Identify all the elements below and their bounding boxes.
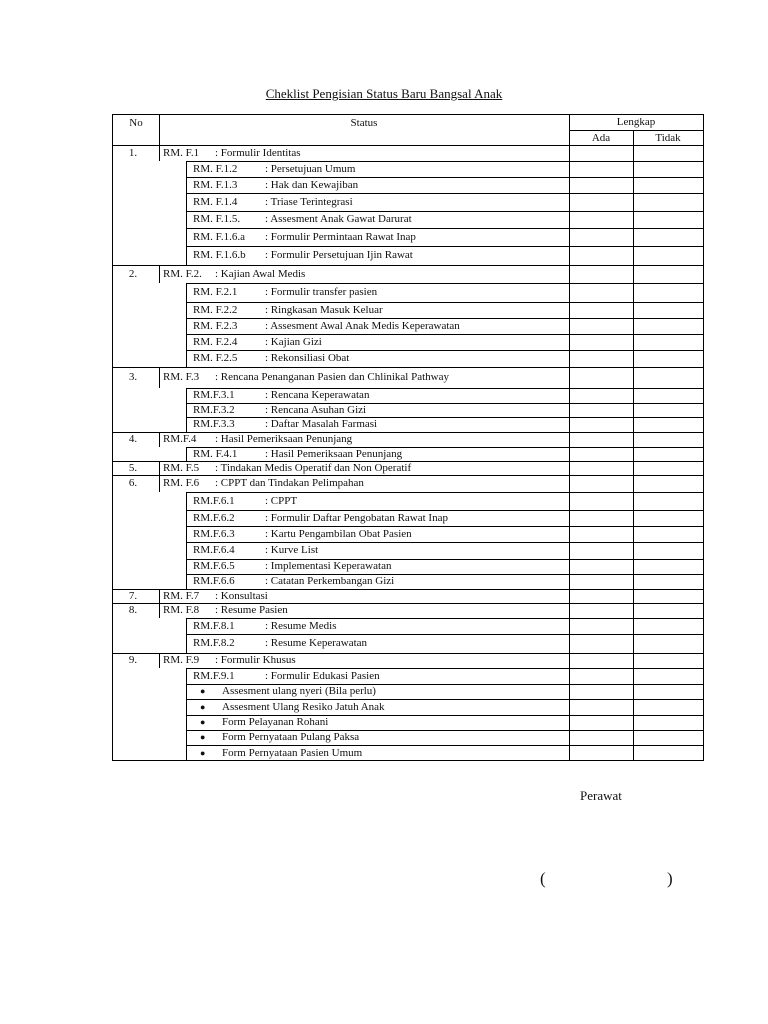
row-code: RM. F.2.5 — [193, 352, 238, 364]
row-label: : CPPT dan Tindakan Pelimpahan — [215, 477, 364, 489]
row-divider — [569, 432, 570, 447]
row-label: : Daftar Masalah Farmasi — [265, 418, 378, 430]
row-divider — [633, 145, 634, 161]
row-divider — [569, 730, 570, 745]
row-divider — [633, 432, 634, 447]
row-label: : Triase Terintegrasi — [265, 196, 353, 208]
signature-open-paren: ( — [540, 869, 546, 888]
row-divider — [186, 559, 187, 574]
row-divider — [186, 634, 187, 653]
row-code: RM. F.1.6.a — [193, 231, 245, 243]
row-code: RM.F.6.6 — [193, 575, 235, 587]
row-line — [186, 618, 703, 619]
row-label: : Konsultasi — [215, 590, 268, 602]
row-no: 1. — [128, 147, 138, 159]
row-label: : Ringkasan Masuk Keluar — [265, 304, 383, 316]
row-line — [113, 653, 703, 654]
row-divider — [633, 318, 634, 334]
row-code: RM.F.6.4 — [193, 544, 235, 556]
row-line — [186, 246, 703, 247]
row-divider — [569, 177, 570, 193]
row-line — [186, 542, 703, 543]
row-divider — [569, 574, 570, 589]
row-code: RM. F.3 — [163, 371, 200, 383]
row-divider — [633, 228, 634, 246]
row-code: RM.F.6.3 — [193, 528, 235, 540]
row-label: : Hak dan Kewajiban — [265, 179, 359, 191]
row-divider — [186, 526, 187, 542]
row-code: RM. F.2.4 — [193, 336, 238, 348]
row-line — [186, 403, 703, 404]
row-divider — [633, 417, 634, 432]
row-divider — [633, 603, 634, 618]
row-code: RM.F.9.1 — [193, 670, 235, 682]
row-line — [186, 510, 703, 511]
row-divider — [569, 161, 570, 177]
row-label: : CPPT — [265, 495, 298, 507]
row-divider — [186, 542, 187, 559]
row-line — [186, 334, 703, 335]
row-divider — [186, 668, 187, 684]
row-divider — [633, 574, 634, 589]
row-divider — [633, 475, 634, 492]
row-label: : Rekonsiliasi Obat — [265, 352, 350, 364]
row-divider — [186, 510, 187, 526]
row-divider — [159, 603, 160, 618]
header-lengkap: Lengkap — [616, 116, 656, 128]
row-divider — [633, 745, 634, 761]
row-label: Form Pernyataan Pulang Paksa — [222, 731, 360, 743]
row-label: Assesment ulang nyeri (Bila perlu) — [222, 685, 376, 697]
row-code: RM.F.8.1 — [193, 620, 235, 632]
row-divider — [159, 475, 160, 492]
row-divider — [633, 283, 634, 302]
row-no: 6. — [128, 477, 138, 489]
row-label: : Formulir Permintaan Rawat Inap — [265, 231, 416, 243]
row-label: : Formulir Edukasi Pasien — [265, 670, 380, 682]
row-divider — [569, 350, 570, 367]
row-divider — [569, 193, 570, 211]
row-divider — [186, 417, 187, 432]
row-line — [186, 177, 703, 178]
row-divider — [633, 715, 634, 730]
row-label: : Formulir Daftar Pengobatan Rawat Inap — [265, 512, 448, 524]
row-divider — [633, 542, 634, 559]
row-label: : Formulir Identitas — [215, 147, 301, 159]
row-line — [186, 302, 703, 303]
row-divider — [569, 211, 570, 228]
row-divider — [633, 492, 634, 510]
row-code: RM. F.1.5. — [193, 213, 241, 225]
row-divider — [569, 715, 570, 730]
row-divider — [569, 542, 570, 559]
row-divider — [569, 653, 570, 668]
row-divider — [186, 715, 187, 730]
row-divider — [569, 668, 570, 684]
row-label: : Kurve List — [265, 544, 319, 556]
row-divider — [633, 334, 634, 350]
row-divider — [633, 526, 634, 542]
header-tidak: Tidak — [655, 132, 681, 144]
row-code: RM. F.7 — [163, 590, 200, 602]
row-divider — [569, 447, 570, 461]
row-line — [186, 526, 703, 527]
row-divider — [633, 177, 634, 193]
row-divider — [186, 177, 187, 193]
bullet-icon: ● — [200, 686, 206, 696]
row-divider — [186, 161, 187, 177]
row-code: RM. F.2.3 — [193, 320, 238, 332]
row-divider — [569, 510, 570, 526]
row-divider — [569, 461, 570, 475]
row-divider — [186, 403, 187, 417]
row-line — [186, 388, 703, 389]
row-divider — [159, 265, 160, 283]
row-divider — [186, 211, 187, 228]
row-code: RM. F.1.6.b — [193, 249, 246, 261]
row-label: : Formulir Persetujuan Ijin Rawat — [265, 249, 413, 261]
row-divider — [569, 699, 570, 715]
row-divider — [569, 589, 570, 603]
document-title: Cheklist Pengisian Status Baru Bangsal Anak — [265, 86, 503, 101]
row-code: RM. F.8 — [163, 604, 200, 616]
row-divider — [633, 265, 634, 283]
row-divider — [569, 634, 570, 653]
bullet-icon: ● — [200, 717, 206, 727]
row-divider — [633, 367, 634, 388]
row-divider — [159, 653, 160, 668]
row-label: : Tindakan Medis Operatif dan Non Operatif — [215, 462, 412, 474]
row-divider — [186, 492, 187, 510]
row-divider — [186, 745, 187, 761]
row-divider — [159, 367, 160, 388]
row-no: 3. — [128, 371, 138, 383]
row-divider — [633, 684, 634, 699]
row-line — [186, 559, 703, 560]
row-line — [113, 432, 703, 433]
row-label: : Formulir transfer pasien — [265, 286, 378, 298]
row-divider — [569, 603, 570, 618]
row-label: : Assesment Anak Gawat Darurat — [265, 213, 412, 225]
row-divider — [569, 367, 570, 388]
row-divider — [633, 403, 634, 417]
row-code: RM. F.5 — [163, 462, 200, 474]
row-divider — [186, 350, 187, 367]
row-divider — [186, 302, 187, 318]
row-divider — [633, 350, 634, 367]
row-label: : Kajian Awal Medis — [215, 268, 306, 280]
row-label: : Resume Keperawatan — [265, 637, 368, 649]
row-divider — [569, 745, 570, 761]
row-line — [186, 574, 703, 575]
row-divider — [186, 618, 187, 634]
row-divider — [186, 246, 187, 265]
row-label: Form Pelayanan Rohani — [222, 716, 329, 728]
row-code: RM. F.9 — [163, 654, 200, 666]
row-label: : Implementasi Keperawatan — [265, 560, 392, 572]
row-line — [186, 193, 703, 194]
row-line — [186, 447, 703, 448]
checklist-table — [112, 114, 704, 761]
row-line — [186, 745, 703, 746]
row-line — [186, 417, 703, 418]
row-label: : Kajian Gizi — [265, 336, 322, 348]
row-label: Form Pernyataan Pasien Umum — [222, 747, 363, 759]
row-line — [186, 350, 703, 351]
row-code: RM.F.3.3 — [193, 418, 235, 430]
row-divider — [569, 417, 570, 432]
row-divider — [186, 684, 187, 699]
row-divider — [633, 730, 634, 745]
row-divider — [569, 492, 570, 510]
header-divider — [633, 130, 634, 145]
row-code: RM. F.1.2 — [193, 163, 238, 175]
row-divider — [633, 161, 634, 177]
row-line — [113, 475, 703, 476]
row-divider — [186, 228, 187, 246]
row-label: : Rencana Keperawatan — [265, 389, 370, 401]
row-divider — [569, 403, 570, 417]
row-label: : Hasil Pemeriksaan Penunjang — [265, 448, 403, 460]
row-divider — [633, 589, 634, 603]
row-label: : Assesment Awal Anak Medis Keperawatan — [265, 320, 460, 332]
row-divider — [569, 318, 570, 334]
row-line — [186, 318, 703, 319]
row-line — [113, 603, 703, 604]
row-line — [113, 589, 703, 590]
header-bottom-line — [113, 145, 703, 146]
row-label: : Rencana Asuhan Gizi — [265, 404, 367, 416]
row-divider — [569, 334, 570, 350]
row-line — [186, 228, 703, 229]
row-divider — [186, 730, 187, 745]
row-divider — [159, 432, 160, 447]
row-divider — [633, 447, 634, 461]
row-divider — [633, 699, 634, 715]
row-divider — [633, 461, 634, 475]
row-code: RM. F.1.3 — [193, 179, 238, 191]
row-line — [186, 161, 703, 162]
row-line — [113, 265, 703, 266]
row-code: RM.F.6.5 — [193, 560, 235, 572]
row-no: 2. — [128, 268, 138, 280]
row-divider — [569, 475, 570, 492]
row-divider — [186, 318, 187, 334]
row-no: 5. — [128, 462, 138, 474]
row-label: : Kartu Pengambilan Obat Pasien — [265, 528, 412, 540]
row-divider — [186, 334, 187, 350]
row-no: 4. — [128, 433, 138, 445]
row-code: RM.F.3.1 — [193, 389, 235, 401]
header-ada: Ada — [591, 132, 611, 144]
row-divider — [569, 228, 570, 246]
row-divider — [186, 699, 187, 715]
bullet-icon: ● — [200, 732, 206, 742]
row-code: RM. F.1 — [163, 147, 200, 159]
row-divider — [569, 302, 570, 318]
row-divider — [569, 526, 570, 542]
row-divider — [633, 302, 634, 318]
row-divider — [633, 211, 634, 228]
row-divider — [186, 574, 187, 589]
row-divider — [569, 246, 570, 265]
header-divider — [159, 115, 160, 145]
header-no: No — [129, 117, 143, 129]
header-divider — [569, 130, 703, 131]
row-no: 9. — [128, 654, 138, 666]
row-divider — [633, 653, 634, 668]
row-label: : Rencana Penanganan Pasien dan Chlinikal Pathway — [215, 371, 449, 383]
header-status: Status — [350, 117, 378, 129]
row-line — [186, 211, 703, 212]
signature-close-paren: ) — [667, 869, 673, 888]
row-line — [186, 668, 703, 669]
row-code: RM.F.6.2 — [193, 512, 235, 524]
row-divider — [633, 559, 634, 574]
row-label: : Catatan Perkembangan Gizi — [265, 575, 395, 587]
row-no: 7. — [128, 590, 138, 602]
row-divider — [633, 388, 634, 403]
row-divider — [186, 193, 187, 211]
row-code: RM.F.4 — [163, 433, 197, 445]
bullet-icon: ● — [200, 702, 206, 712]
row-line — [186, 492, 703, 493]
row-divider — [569, 388, 570, 403]
row-label: : Formulir Khusus — [215, 654, 296, 666]
row-divider — [159, 145, 160, 161]
row-code: RM. F.2.1 — [193, 286, 238, 298]
row-divider — [159, 461, 160, 475]
row-divider — [159, 589, 160, 603]
row-label: : Hasil Pemeriksaan Penunjang — [215, 433, 353, 445]
row-divider — [569, 618, 570, 634]
signature-role: Perawat — [580, 788, 622, 803]
row-line — [113, 367, 703, 368]
row-line — [186, 634, 703, 635]
row-divider — [569, 265, 570, 283]
row-code: RM.F.6.1 — [193, 495, 235, 507]
row-code: RM.F.3.2 — [193, 404, 235, 416]
row-line — [186, 283, 703, 284]
row-divider — [633, 618, 634, 634]
row-divider — [569, 559, 570, 574]
row-label: : Persetujuan Umum — [265, 163, 356, 175]
row-divider — [569, 684, 570, 699]
bullet-icon: ● — [200, 748, 206, 758]
row-divider — [633, 634, 634, 653]
row-divider — [633, 510, 634, 526]
row-label: : Resume Medis — [265, 620, 337, 632]
row-divider — [633, 193, 634, 211]
row-code: RM. F.4.1 — [193, 448, 238, 460]
row-code: RM. F.1.4 — [193, 196, 238, 208]
row-divider — [633, 246, 634, 265]
row-divider — [569, 283, 570, 302]
row-code: RM. F.2.2 — [193, 304, 238, 316]
row-code: RM. F.2. — [163, 268, 202, 280]
row-divider — [633, 668, 634, 684]
row-divider — [186, 388, 187, 403]
row-divider — [186, 283, 187, 302]
row-divider — [186, 447, 187, 461]
row-label: Assesment Ulang Resiko Jatuh Anak — [222, 701, 385, 713]
row-divider — [569, 145, 570, 161]
row-code: RM. F.6 — [163, 477, 200, 489]
row-no: 8. — [128, 604, 138, 616]
row-line — [186, 699, 703, 700]
row-code: RM.F.8.2 — [193, 637, 235, 649]
row-label: : Resume Pasien — [215, 604, 288, 616]
